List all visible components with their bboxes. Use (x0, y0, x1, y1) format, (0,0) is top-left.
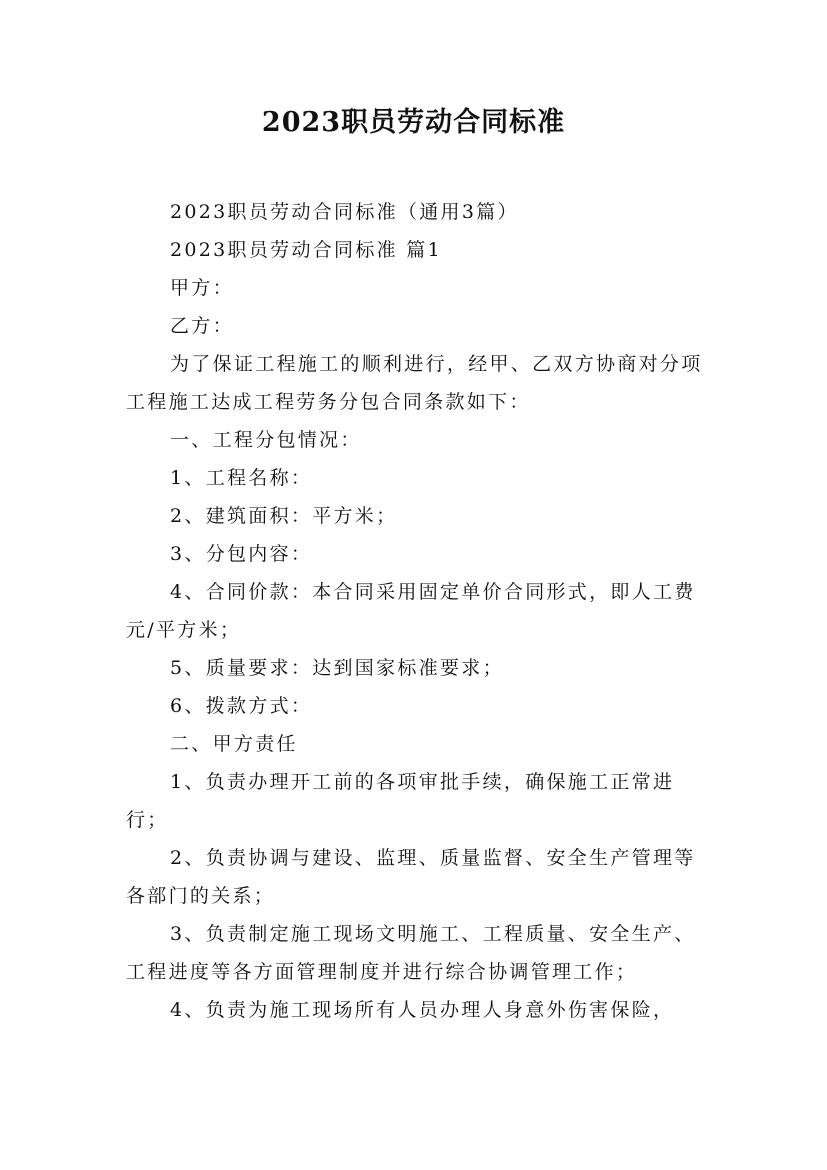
paragraph: 3、负责制定施工现场文明施工、工程质量、安全生产、工程进度等各方面管理制度并进行综合协调管理工作； (126, 923, 696, 983)
paragraph: 6、拨款方式： (170, 695, 313, 717)
paragraph: 1、工程名称： (170, 467, 313, 489)
paragraph: 2023职员劳动合同标准（通用3篇） (170, 201, 519, 223)
document-title: 2023职员劳动合同标准 (261, 107, 566, 138)
paragraph: 1、负责办理开工前的各项审批手续，确保施工正常进行； (126, 771, 675, 831)
paragraph: 二、甲方责任 (170, 733, 298, 755)
paragraph: 4、合同价款：本合同采用固定单价合同形式，即人工费元/平方米； (126, 581, 696, 641)
paragraph: 一、工程分包情况： (170, 429, 362, 451)
paragraph: 2、建筑面积：平方米； (170, 505, 398, 527)
paragraph: 3、分包内容： (170, 543, 313, 565)
paragraph: 5、质量要求：达到国家标准要求； (170, 657, 504, 679)
paragraph: 乙方： (170, 315, 234, 337)
paragraph: 4、负责为施工现场所有人员办理人身意外伤害保险， (170, 999, 675, 1021)
document-body (126, 193, 716, 1029)
paragraph: 2、负责协调与建设、监理、质量监督、安全生产管理等各部门的关系； (126, 847, 696, 907)
paragraph: 2023职员劳动合同标准 篇1 (170, 239, 442, 261)
paragraph: 为了保证工程施工的顺利进行，经甲、乙双方协商对分项工程施工达成工程劳务分包合同条款如下： (126, 353, 703, 413)
paragraph: 甲方： (170, 277, 234, 299)
